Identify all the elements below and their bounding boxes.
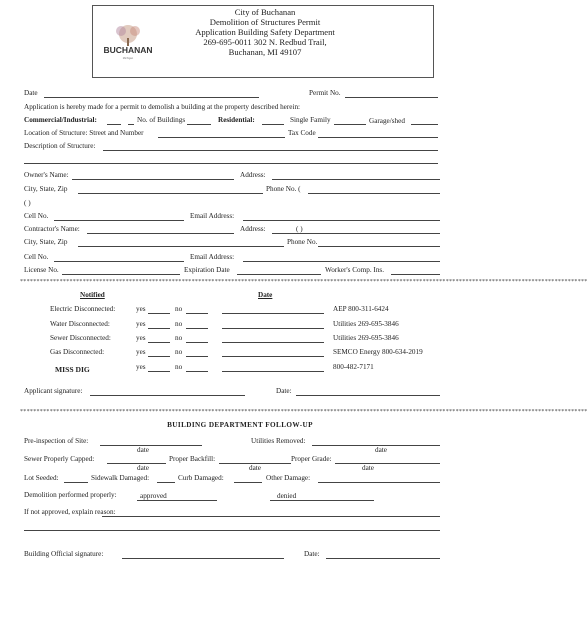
if-not-approved-field[interactable] [102,516,440,517]
contractor-email-field[interactable] [243,261,440,262]
owner-cell-field[interactable] [54,220,184,221]
contractor-name-label: Contractor's Name: [24,225,80,233]
svg-text:Michigan: Michigan [122,57,134,60]
header-text [150,7,380,57]
owner-name-field[interactable] [72,179,234,180]
notified-date-field[interactable] [222,328,324,329]
description-label: Description of Structure: [24,142,96,150]
utility-label: Electric Disconnected: [50,305,116,313]
utility-contact: SEMCO Energy 800-634-2019 [333,348,423,356]
sidewalk-damaged-label: Sidewalk Damaged: [91,474,150,482]
commercial-field-2[interactable] [128,124,134,125]
permit-no-label: Permit No. [309,89,341,97]
utility-label: Water Disconnected: [50,320,110,328]
proper-grade-label: Proper Grade: [291,455,332,463]
owner-address-label: Address: [240,171,266,179]
num-buildings-field[interactable] [187,124,211,125]
buchanan-logo [102,22,154,72]
owner-name-label: Owner's Name: [24,171,69,179]
description-field-2[interactable] [24,163,438,164]
owner-phone-label: Phone No. ( [266,185,301,193]
owner-city-field[interactable] [78,193,263,194]
location-field[interactable] [158,137,285,138]
pre-inspection-field[interactable] [100,445,202,446]
applicant-signature-field[interactable] [90,395,245,396]
department-city: Buchanan, MI 49107 [228,47,302,57]
date-field[interactable] [44,97,259,98]
no-option[interactable]: no [175,320,183,328]
proper-backfill-date: date [249,464,261,472]
other-damage-label: Other Damage: [266,474,311,482]
official-date-field[interactable] [326,558,440,559]
lot-seeded-label: Lot Seeded: [24,474,59,482]
yes-field[interactable] [148,342,170,343]
expiration-field[interactable] [237,274,321,275]
owner-email-field[interactable] [243,220,440,221]
if-not-approved-field-2[interactable] [24,530,440,531]
contractor-city-field[interactable] [78,246,284,247]
permit-no-field[interactable] [345,97,438,98]
owner-city-label: City, State, Zip [24,185,68,193]
yes-field[interactable] [148,313,170,314]
yes-option[interactable]: yes [136,305,146,313]
department-phone: 269-695-0011 302 N. Redbud Trail, [203,37,327,47]
approved-option[interactable]: approved [140,492,167,500]
curb-damaged-field[interactable] [234,482,262,483]
separator-1: **************************************************************************************************************************************************************************** [20,279,588,285]
approved-field[interactable] [137,500,217,501]
garage-field[interactable] [411,124,438,125]
pre-inspection-label: Pre-inspection of Site: [24,437,89,445]
garage-label: Garage/shed [369,117,405,125]
single-family-label: Single Family [290,116,331,124]
single-family-field[interactable] [334,124,366,125]
yes-option[interactable]: yes [136,320,146,328]
utility-label: Sewer Disconnected: [50,334,111,342]
no-option[interactable]: no [175,348,183,356]
other-damage-field[interactable] [318,482,440,483]
yes-option[interactable]: yes [136,363,146,371]
sewer-capped-label: Sewer Properly Capped: [24,455,95,463]
no-option[interactable]: no [175,363,183,371]
utility-contact: 800-482-7171 [333,363,374,371]
no-field[interactable] [186,313,208,314]
notified-date-field[interactable] [222,356,324,357]
workers-comp-field[interactable] [391,274,440,275]
contractor-city-label: City, State, Zip [24,238,68,246]
expiration-label: Expiration Date [184,266,230,274]
residential-label: Residential: [218,116,255,124]
num-buildings-label: No. of Buildings [137,116,186,124]
license-field[interactable] [62,274,180,275]
tree-icon [116,25,140,46]
contractor-phone-label: Phone No. [287,238,318,246]
owner-phone-field[interactable] [308,193,440,194]
proper-backfill-label: Proper Backfill: [169,455,216,463]
notified-date-field[interactable] [222,342,324,343]
notified-header: Notified [80,291,105,299]
utility-label: Gas Disconnected: [50,348,105,356]
owner-email-label: Email Address: [190,212,235,220]
no-field[interactable] [186,356,208,357]
notified-date-field[interactable] [222,371,324,372]
proper-grade-field[interactable] [335,463,440,464]
notified-date-field[interactable] [222,313,324,314]
city-title: City of Buchanan [234,7,296,17]
pre-inspection-date: date [137,446,149,454]
denied-field[interactable] [270,500,374,501]
no-field[interactable] [186,371,208,372]
contractor-cell-field[interactable] [54,261,184,262]
utility-label: MISS DIG [55,365,90,374]
contractor-phone-field[interactable] [318,246,440,247]
contractor-email-label: Email Address: [190,253,235,261]
intro-text: Application is hereby made for a permit to demolish a building at the property described herein: [24,103,301,111]
no-field[interactable] [186,328,208,329]
proper-grade-date: date [362,464,374,472]
contractor-address-field[interactable] [272,233,440,234]
yes-option[interactable]: yes [136,334,146,342]
sidewalk-damaged-field[interactable] [157,482,175,483]
separator-2: **************************************************************************************************************************************************************************** [20,409,588,415]
yes-option[interactable]: yes [136,348,146,356]
utility-contact: AEP 800-311-6424 [333,305,389,313]
utilities-removed-date: date [375,446,387,454]
owner-paren: ( ) [24,199,31,207]
utility-contact: Utilities 269-695-3846 [333,334,399,342]
date-label: Date [24,89,38,97]
department-title: Application Building Safety Department [195,27,335,37]
official-signature-label: Building Official signature: [24,550,104,558]
commercial-label: Commercial/Industrial: [24,116,97,124]
applicant-signature-label: Applicant signature: [24,387,83,395]
utilities-removed-label: Utilities Removed: [251,437,306,445]
official-signature-field[interactable] [122,558,284,559]
denied-option[interactable]: denied [277,492,297,500]
demolition-performed-label: Demolition performed properly: [24,491,117,499]
curb-damaged-label: Curb Damaged: [178,474,224,482]
official-date-label: Date: [304,550,320,558]
if-not-approved-label: If not approved, explain reason: [24,508,116,516]
no-field[interactable] [186,342,208,343]
yes-field[interactable] [148,328,170,329]
tax-code-label: Tax Code [288,129,316,137]
date-header: Date [258,291,273,299]
tax-code-field[interactable] [318,137,438,138]
followup-title: BUILDING DEPARTMENT FOLLOW-UP [167,421,313,429]
svg-text:BUCHANAN: BUCHANAN [103,45,153,55]
utility-contact: Utilities 269-695-3846 [333,320,399,328]
lot-seeded-field[interactable] [64,482,88,483]
no-option[interactable]: no [175,334,183,342]
license-label: License No. [24,266,59,274]
contractor-paren: ( ) [296,225,303,233]
yes-field[interactable] [148,356,170,357]
yes-field[interactable] [148,371,170,372]
location-label: Location of Structure: Street and Number [24,129,144,137]
owner-address-field[interactable] [272,179,440,180]
applicant-date-field[interactable] [296,395,440,396]
workers-comp-label: Worker's Comp. Ins. [325,266,385,274]
contractor-name-field[interactable] [87,233,234,234]
permit-title: Demolition of Structures Permit [209,17,321,27]
no-option[interactable]: no [175,305,183,313]
sewer-capped-date: date [137,464,149,472]
contractor-cell-label: Cell No. [24,253,49,261]
owner-cell-label: Cell No. [24,212,49,220]
applicant-date-label: Date: [276,387,292,395]
description-field[interactable] [103,150,438,151]
contractor-address-label: Address: [240,225,266,233]
residential-field[interactable] [262,124,284,125]
commercial-field[interactable] [107,124,121,125]
